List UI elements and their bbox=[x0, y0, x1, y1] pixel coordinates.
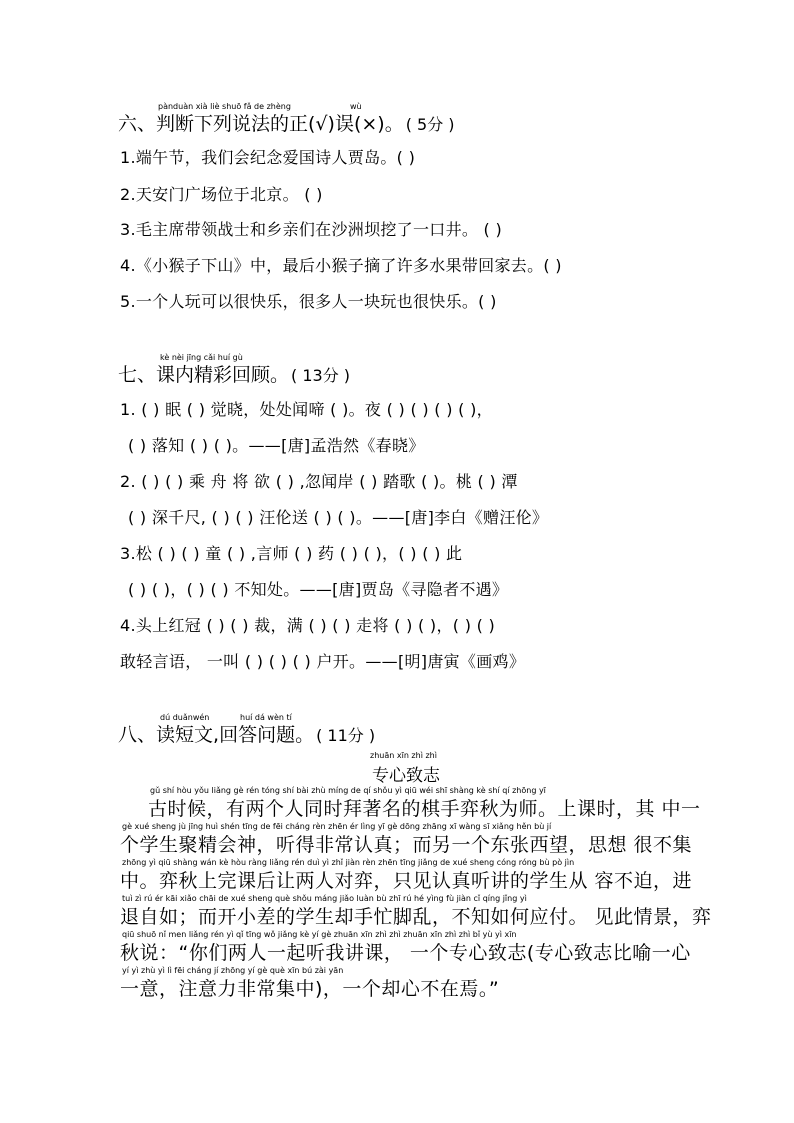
section7-line-6: ( ) ( )，( ) ( ) 不知处。——[唐]贾岛《寻隐者不遇》 bbox=[128, 580, 509, 599]
section6-item-1: 1.端午节，我们会纪念爱国诗人贾岛。( ) bbox=[120, 148, 416, 167]
passage-title-pinyin: zhuān xīn zhì zhì bbox=[370, 751, 437, 760]
passage-line-6: 一意，注意力非常集中)，一个却心不在焉。” bbox=[120, 978, 500, 1000]
section6-number: 六、 bbox=[118, 113, 157, 135]
section7-line-2: ( ) 落知 ( ) ( )。——[唐]孟浩然《春晓》 bbox=[128, 436, 425, 455]
section6-pinyin-wu: wù bbox=[350, 102, 362, 111]
section6-item-5: 5.一个人玩可以很快乐，很多人一块玩也很快乐。( ) bbox=[120, 292, 497, 311]
section8-number: 八、 bbox=[118, 724, 157, 746]
section8-score: ( 11分 ) bbox=[316, 726, 376, 745]
section7-score: ( 13分 ) bbox=[291, 366, 351, 385]
section7-pinyin: kè nèi jīng cǎi huí gù bbox=[160, 353, 243, 362]
section7-title bbox=[118, 360, 350, 387]
section8-heading-a: 读短文 bbox=[156, 724, 214, 746]
passage-line-2: 个学生聚精会神，听得非常认真；而另一个东张西望，思想 很不集 bbox=[120, 834, 693, 856]
passage-line-4: 退自如；而开小差的学生却手忙脚乱，不知如何应付。 见此情景，弈 bbox=[120, 906, 712, 928]
passage-line-1: 古时候，有两个人同时拜著名的棋手弈秋为师。上课时，其 中一 bbox=[148, 798, 701, 820]
section6-item-2: 2.天安门广场位于北京。 ( ) bbox=[120, 185, 323, 204]
section7-heading: 课内精彩回顾。 bbox=[156, 364, 290, 386]
passage-pinyin-4: tuì zì rú ér kāi xiǎo chāi de xué sheng què shǒu máng jiǎo luàn bù zhī rú hé yìng fù jiàn cǐ qíng jǐng yì bbox=[122, 894, 527, 903]
section6-item-4: 4.《小猴子下山》中，最后小猴子摘了许多水果带回家去。( ) bbox=[120, 256, 562, 275]
section7-line-3: 2. ( ) ( ) 乘 舟 将 欲 ( ) ,忽闻岸 ( ) 踏歌 ( )。桃 ( ) 潭 bbox=[120, 472, 518, 491]
passage-pinyin-3: zhōng yì qiū shàng wán kè hòu ràng liǎng rén duì yì zhǐ jiàn rèn zhēn tīng jiǎng de xué sheng cóng róng bù pò jìn bbox=[122, 858, 575, 867]
section7-line-4: ( ) 深千尺, ( ) ( ) 汪伦送 ( ) ( )。——[唐]李白《赠汪伦》 bbox=[128, 508, 549, 527]
section6-score: ( 5分 ) bbox=[405, 115, 455, 134]
passage-pinyin-5: qiū shuō nǐ men liǎng rén yì qǐ tīng wǒ jiǎng kè yí gè zhuān xīn zhì zhì zhuān xīn zhì zhì bǐ yù yì xīn bbox=[122, 930, 517, 939]
section8-pinyin-a: dú duǎnwén bbox=[160, 713, 210, 722]
passage-pinyin-1: gǔ shí hòu yǒu liǎng gè rén tóng shí bài zhù míng de qí shǒu yì qiū wéi shī shàng kè shí qí zhōng yī bbox=[150, 786, 546, 795]
passage-line-5: 秋说：“你们两人一起听我讲课， 一个专心致志(专心致志比喻一心 bbox=[120, 942, 691, 964]
section6-title bbox=[118, 109, 455, 136]
passage-title: 专心致志 bbox=[372, 766, 440, 786]
section7-line-1: 1. ( ) 眠 ( ) 觉晓，处处闻啼 ( )。夜 ( ) ( ) ( ) ( )， bbox=[120, 400, 493, 419]
section7-line-5: 3.松 ( ) ( ) 童 ( ) ,言师 ( ) 药 ( ) ( )，( ) ( ) 此 bbox=[120, 544, 463, 563]
section6-heading: 判断下列说法的正(√)误(×)。 bbox=[156, 113, 404, 135]
passage-pinyin-2: gè xué sheng jù jīng huì shén tīng de fēi cháng rèn zhēn ér lìng yī gè dōng zhāng xī wàng sī xiǎng hěn bù jí bbox=[122, 822, 552, 831]
section6-item-3: 3.毛主席带领战士和乡亲们在沙洲坝挖了一口井。 ( ) bbox=[120, 220, 503, 239]
section6-pinyin: pànduàn xià liè shuō fǎ de zhèng bbox=[158, 102, 291, 111]
passage-pinyin-6: yí yì zhù yì lì fēi cháng jí zhōng yí gè què xīn bú zài yān bbox=[122, 966, 344, 975]
section8-heading-b: ,回答问题。 bbox=[213, 724, 315, 746]
section7-line-7: 4.头上红冠 ( ) ( ) 裁，满 ( ) ( ) 走将 ( ) ( )，( ) ( ) bbox=[120, 616, 496, 635]
section7-number: 七、 bbox=[118, 364, 157, 386]
section7-line-8: 敢轻言语， 一叫 ( ) ( ) ( ) 户开。——[明]唐寅《画鸡》 bbox=[120, 652, 526, 671]
section8-title bbox=[118, 720, 375, 747]
passage-line-3: 中。弈秋上完课后让两人对弈，只见认真听讲的学生从 容不迫，进 bbox=[120, 870, 693, 892]
section8-pinyin-b: huí dá wèn tí bbox=[240, 713, 292, 722]
